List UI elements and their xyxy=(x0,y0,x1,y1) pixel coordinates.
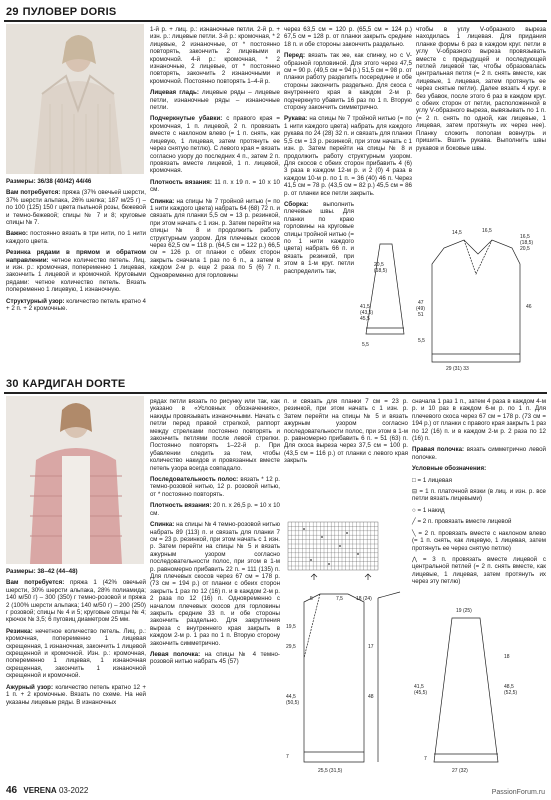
schem2-label-0: 5 xyxy=(310,596,313,602)
dorte-sizes: Размеры: 38–42 (44–48) xyxy=(6,568,78,575)
doris-front: Перед: вязать так же, как спинку, но с V-образной горловиной. Для этого через 47,5 см = 90 р. (49,5 см = 94 р.) 51,5 см = 98 р. от планки работу разделить посередине и обе стороны закончить раздельно. Для скоса с внутреннего края в каждом 2-м р. подчеркнуто убавить 16 раз по 1 п. Вторую сторону закончить симметрично. xyxy=(284,52,412,112)
schem1-label-12: (49) xyxy=(416,306,425,312)
schem1-label-14: 5,5 xyxy=(418,338,425,344)
schem1-label-11: 47 xyxy=(418,300,424,306)
schem2-label-2: 18 (24) xyxy=(356,596,372,602)
schem1-label-8: 41,5 xyxy=(360,304,370,310)
doris-back: Спинка: на спицы № 7 тройной нитью (= по 1 нити каждого цвета) набрать 64 (68) 72 п. и связать для планки 5,5 см = 13 р. резинкой, при этом начать с 1 изн. р. Затем перейти на спицы № 8 и продолжить работу структурным узором. Для плечевых скосов через 62,5 см = 118 р. (64,5 см = 122 р.) 66,5 см = 126 р. от планки с обеих сторон закрыть сначала 1 раз по 6 п., а затем в каждом 2-м р. еще 2 раза по 5 (6) 7 п. Одновременно для горловины xyxy=(150,197,280,279)
doris-back-cont: через 63,5 см = 120 р. (65,5 см = 124 р.) 67,5 см = 128 р. от планки закрыть средние 18 п. и обе стороны закончить раздельно. xyxy=(284,26,412,48)
lace-chart xyxy=(284,520,390,582)
doris-pattern-rows: 1-й р. + лиц. р.: изнаночные петли. 2-й р. + изн. р.: лицевые петли. 3-й р.: кромочная, * 2 лицевые, 2 изнаночные, от * постоянно повторять, закончить 2 лицевыми и кромочной. 4-й р.: кромочная, * 2 изнаночные, 2 лицевые, от * постоянно повторять, закончить 2 изнаночными и кромочной. Постоянно повторять 1–4-й р. xyxy=(150,26,280,85)
dorte-lace: Ажурный узор: количество петель кратно 12 + 1 п. + 2 кромочные. Вязать по схеме. На ней указаны лицевые ряды. В изнаночных xyxy=(6,683,146,706)
section-30-name: КАРДИГАН DORTE xyxy=(22,378,126,390)
dorte-gauge: Плотность вязания: 20 п. x 26,5 р. = 10 x 10 см. xyxy=(150,502,280,517)
schem1-label-3: 20,5 xyxy=(374,262,384,268)
section-29-column-2 xyxy=(150,26,280,283)
legend-item-k2tog: ╱ = 2 п. провязать вместе лицевой xyxy=(412,518,512,526)
section-29-rule xyxy=(4,20,547,22)
dorte-lace-cont: рядах петли вязать по рисунку или так, как указано в «Условных обозначениях», накиды провязывать изнаночными. Начать с петли перед правой стрелкой, раппорт между стрелками постоянно повторять и закончить петлями после левой стрелки. Постоянно повторять 1–22-й р. При убавлении следить за тем, чтобы количество накидов и провязанных вместе петель узора всегда совпадало. xyxy=(150,398,280,472)
section-30-column-3 xyxy=(284,398,408,469)
dorte-left-front-cont: п. и связать для планки 7 см = 23 р. резинкой, при этом начать с 1 изн. р. Затем перейти на спицы № 5 и вязать ажурным узором согласно последовательности полос, при этом в 1-м р. равномерно прибавить 6 п. = 51 (63) п. Для скоса выреза через 37,5 см = 100 р. (43,5 см = 116 р.) от планки с левого края закрыть xyxy=(284,398,408,465)
section-30-title xyxy=(6,378,125,390)
legend-item-cdd: ⋀ = 3 п. провязать вместе лицевой с центральной петлей (= 2 п. снять вместе, как лицевые, 1 лицевая, затем протянуть их через эту петлю) xyxy=(412,555,546,586)
dorte-rib: Резинка: нечетное количество петель. Лиц. р.: кромочная, попеременно 1 лицевая скрещенная, 1 изнаночная, закончить 1 лицевой скрещенной и кромочной. Изн. р.: кромочная, попеременно 1 лицевая, 1 изнаночная скрещенная, закончить 1 изнаночной скрещенной и кромочной. xyxy=(6,627,146,680)
doris-sleeves: Рукава: на спицы № 7 тройной нитью (= по 1 нити каждого цвета) набрать для каждого рукава по 24 (28) 32 п. и связать для планки 5,5 см = 13 р. резинкой, при этом начать с 1 изн. р. Затем перейти на спицы № 8 и продолжить работу структурным узором. Для скосов с обеих сторон прибавить 4 (6) 3 раза в каждом 12-м р. и 2 (0) 4 раза в каждом 10-м р. по 1 п. = 36 (40) 46 п. Через 41,5 см = 78 р. (43,5 см = 82 р.) 45,5 см = 86 р. от планки все петли закрыть. xyxy=(284,115,412,197)
schem1-label-23: 29 (31) 33 xyxy=(446,366,469,372)
page-number: 46 xyxy=(6,785,18,796)
section-30-number: 30 xyxy=(6,378,19,390)
schem1-label-22: 46 xyxy=(526,304,532,310)
schem1-label-7: 5,5 xyxy=(362,342,369,348)
doris-gauge: Плотность вязания: 11 п. x 19 п. = 10 x 10 см. xyxy=(150,178,280,194)
dorte-schematic xyxy=(284,588,546,778)
doris-rib-stitch: Резинка рядами в прямом и обратном направлении: четное количество петель. Лиц. и изн. р.: кромочная, попеременно 1 лицевая, закончить 1 лицевой и кромочной. Круговыми рядами: четное количество петель. Вязать попеременно 1 лицевую, 1 изнаночную. xyxy=(6,249,146,294)
schem1-label-0: 14,5 xyxy=(452,230,462,236)
legend-title: Условные обозначения: xyxy=(412,465,487,473)
schem1-label-10: 45,5 xyxy=(360,316,370,322)
doris-schematic xyxy=(360,224,548,372)
dorte-stripes: Последовательность полос: вязать * 12 р. темно-розовой нитью, 12 р. розовой нитью, от * постоянно повторять. xyxy=(150,476,280,498)
schem1-label-6: 20,5 xyxy=(520,246,530,252)
dorte-left-front-end: сначала 1 раз 1 п., затем 4 раза в каждом 4-м р. и 10 раз в каждом 6-м р. по 1 п. Для плечевого скоса через 67 см = 178 р. (73 см = 194 р.) от планки с правого края закрыть 1 раз по 12 (16) п. и в каждом 2-м р. 2 раза по 12 (16) п. xyxy=(412,398,546,443)
schem2-label-12: 18 xyxy=(504,654,510,660)
doris-assembly-cont: чтобы в углу V-образного выреза находилась 1 лицевая. Для придания планке формы 6 раз в каждом круг. петли в углу V-образного выреза провязывать вместе с предыдущей и последующей петлей лицевой так, чтобы образовалась центральная петля (= 2 п. снять вместе, как лицевые, 1 лицевая, затем протянуть ее через снятые петли). Далее вязать 4 круг. в без убавок, после этого 6 раз в каждом круг. с обеих сторон от петли, расположенной в углу V-образного выреза, вывязывать по 1 п. (= 2 п. снять по одной, как лицевые, 1 лицевая, затем протянуть их через нее). Планку сложить пополам вовнутрь и пришить. Вшить рукава. Выполнить швы рукавов и боковые швы. xyxy=(416,26,546,152)
schem1-label-9: (43,5) xyxy=(360,310,374,316)
watermark: PassionForum.ru xyxy=(491,789,545,796)
schem1-label-2: (18,5) xyxy=(374,268,388,274)
dorte-photo xyxy=(6,396,144,564)
schem2-label-6: 44,5 xyxy=(286,694,296,700)
doris-decreases: Подчеркнутые убавки: с правого края = кромочная, 1 п. лицевой, 2 п. провязать вместе с наклоном влево (= 1 п. снять, как лицевую, 1 лицевая, затем протянуть ее через снятую петлю). С левого края = вязать согласно узору до последних 4 п., затем 2 п. провязать вместе лицевой, 1 п. лицевой, кромочная. xyxy=(150,115,280,175)
doris-photo xyxy=(6,24,144,174)
dorte-right-front: Правая полочка: вязать симметрично левой полочке. xyxy=(412,446,546,461)
dorte-left-front: Левая полочка: на спицы № 4 темно-розовой нитью набрать 45 (57) xyxy=(150,651,280,666)
section-30-column-4 xyxy=(412,398,546,590)
doris-structure-pattern: Структурный узор: количество петель кратно 4 + 2 п. + 2 кромочные. xyxy=(6,297,146,313)
schem2-label-15: 48,5 xyxy=(504,684,514,690)
schem2-label-5: 17 xyxy=(368,644,374,650)
schem2-label-1: 7,5 xyxy=(336,596,343,602)
dorte-back: Спинка: на спицы № 4 темно-розовой нитью набрать 89 (113) п. и связать для планки 7 см = 23 р. резинкой, при этом начать с 1 изн. р. Затем перейти на спицы № 5 и вязать ажурным узором согласно последовательности полос, при этом в 1-м р. равномерно прибавить 22 п. = 111 (135) п. Для плечевых скосов через 67 см = 178 р. (73 см = 194 р.) от планки с обеих сторон закрыть 1 раз по 12 (16) п. и в каждом 2-м р. 2 раза по 12 (16) п. Одновременно с началом плечевых скосов для горловины закрыть средние 33 п. и обе стороны закончить раздельно. Для закругления выреза с внутреннего края закрыть в каждом 2-м р. 1 раз по 1 п. Вторую сторону закончить симметрично. xyxy=(150,521,280,647)
doris-materials: Вам потребуется: пряжа (37% овечьей шерсти, 37% шерсти альпака, 26% шелка; 187 м/25 г) – по 100 (125) 150 г цвета пыльной розы, бежевой и темно-бежевой; спицы № 7 и 8; круговые спицы № 7. xyxy=(6,189,146,227)
schem2-label-16: (52,5) xyxy=(504,690,518,696)
schem2-label-8: 48 xyxy=(368,694,374,700)
section-29-number: 29 xyxy=(6,6,19,18)
legend-item-garter: ⊟ = 1 п. платочной вязки (в лиц. и изн. р. все петли вязать лицевыми) xyxy=(412,488,546,503)
section-30-column-2 xyxy=(150,398,280,670)
schem1-label-4: 16,5 xyxy=(520,234,530,240)
section-30-column-1 xyxy=(6,568,146,710)
schem2-label-10: 25,5 (31,5) xyxy=(318,768,343,774)
doris-stockinette: Лицевая гладь: лицевые ряды – лицевые петли, изнаночные ряды – изнаночные петли. xyxy=(150,89,280,112)
magazine-issue: 03-2022 xyxy=(58,786,89,795)
schem2-label-9: 7 xyxy=(286,754,289,760)
schem1-label-13: 51 xyxy=(418,312,424,318)
section-29-name: ПУЛОВЕР DORIS xyxy=(22,6,117,18)
schem2-label-18: 27 (32) xyxy=(452,768,468,774)
doris-sizes: Размеры: 36/38 (40/42) 44/46 xyxy=(6,178,92,185)
section-30-rule xyxy=(4,392,547,394)
doris-assembly: Сборка: выполнить плечевые швы. Для планки по краю горловины на круговые спицы тройной нитью (= по 1 нити каждого цвета) набрать 66 п. и вязать резинкой, при этом в 1-м круг. петли распределить так, xyxy=(284,200,354,275)
legend-item-ssk: ╲ = 2 п. провязать вместе с наклоном влево (= 1 п. снять, как лицевую, 1 лицевая, затем протянуть ее через снятую петлю) xyxy=(412,529,546,552)
page-footer xyxy=(6,785,88,796)
section-29-column-1 xyxy=(6,178,146,317)
magazine-name: VERENA xyxy=(23,786,57,795)
schem1-label-1: 16,5 xyxy=(482,228,492,234)
dorte-materials: Вам потребуется: пряжа 1 (42% овечьей шерсти, 30% шерсти альпака, 28% полиамида; 140 м/50 г) – 300 (350) г темно-розовой и пряжа 2 (100% шерсти альпака; 140 м/50 г) – 200 (250) г розовой; спицы № 4 и 5; круговые спицы № 4; крючок № 3,5; 6 пуговиц диаметром 25 мм. xyxy=(6,579,146,624)
section-29-title xyxy=(6,6,116,18)
schem2-label-7: (50,5) xyxy=(286,700,300,706)
schem2-label-13: 41,5 xyxy=(414,684,424,690)
schem2-label-4: 29,5 xyxy=(286,644,296,650)
doris-important: Важно: постоянно вязать в три нити, по 1 нити каждого цвета. xyxy=(6,230,146,245)
legend-item-yo: ○ = 1 накид xyxy=(412,506,445,514)
schem2-label-11: 19 (25) xyxy=(456,608,472,614)
legend-item-knit: □ = 1 лицевая xyxy=(412,476,452,484)
schem2-label-3: 19,5 xyxy=(286,624,296,630)
section-29-column-4 xyxy=(416,26,546,156)
schem2-label-14: (45,5) xyxy=(414,690,428,696)
schem2-label-17: 7 xyxy=(424,756,427,762)
schem1-label-5: (18,5) xyxy=(520,240,534,246)
